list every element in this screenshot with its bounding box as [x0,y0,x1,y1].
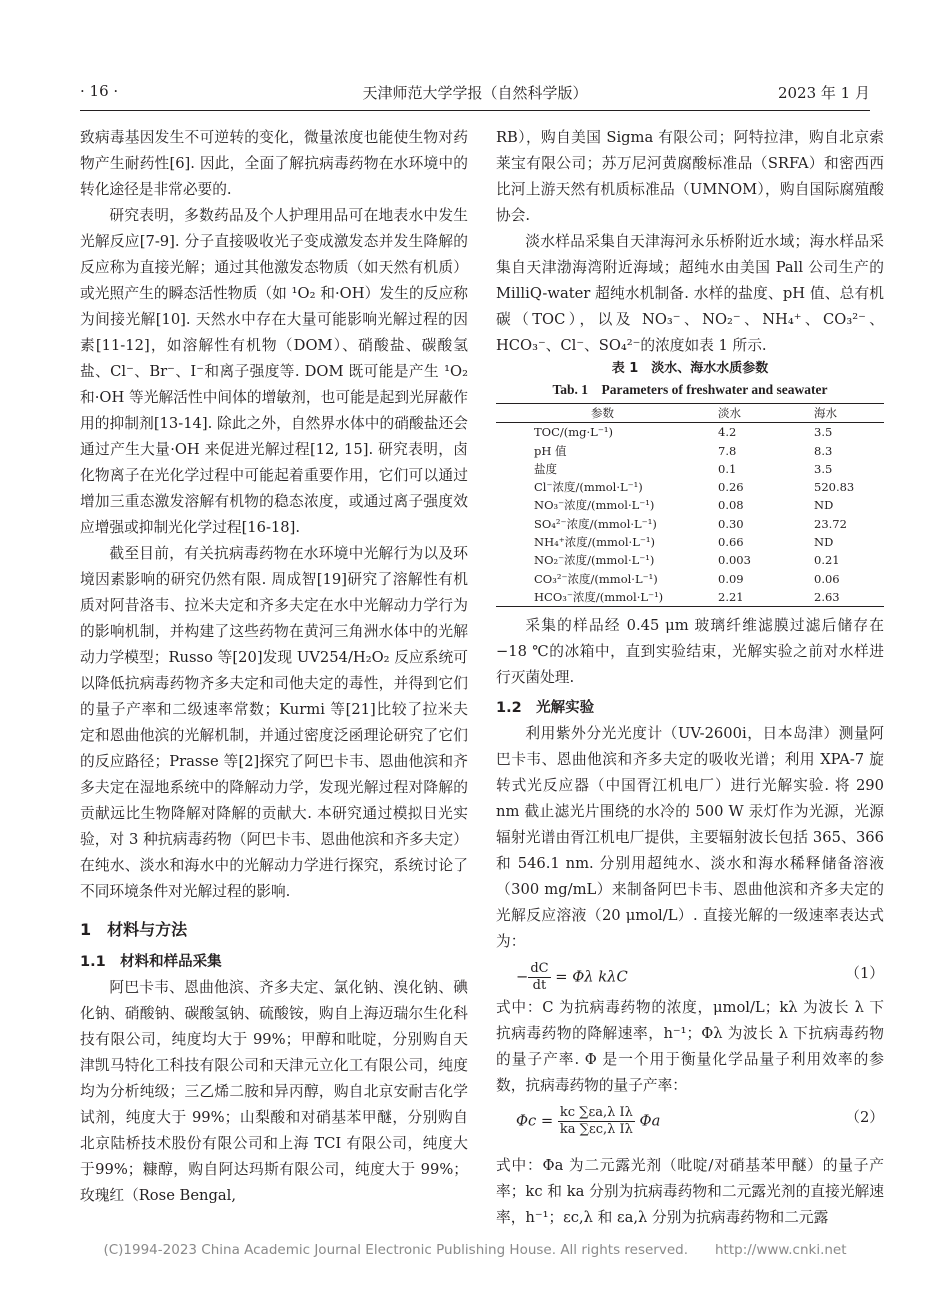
table-row [496,551,884,569]
table-cell: 0.08 [718,498,744,513]
table-cell: 23.72 [814,516,847,531]
table-cell: 0.003 [718,553,751,568]
equation-1 [496,955,884,995]
table-row [496,570,884,588]
table-cell: pH 值 [534,443,567,458]
eq1-numerator: dC [530,961,549,977]
running-header [80,82,870,106]
table-row [496,496,884,514]
table-cell: ND [814,535,834,550]
paragraph: 阿巴卡韦、恩曲他滨、齐多夫定、氯化钠、溴化钠、碘化钠、硝酸钠、碳酸氢钠、硫酸铵，购自上海迈瑞尔生化科技有限公司，纯度均大于 99%；甲醇和吡啶，分别购自天津凯马特化工科技有限公司和天津元立化工有限公司，纯度均为分析纯级；三乙烯二胺和异丙醇，购自北京安耐吉化学试剂，纯度大于 99%；山梨酸和对硝基苯甲醚，分别购自北京陆桥技术股份有限公司和上海 TCI 有限公司，纯度大于99%；糠醇，购自阿达玛斯有限公司，纯度大于 99%；玫瑰红（Rose Bengal, [80,979,468,1204]
paragraph: 研究表明，多数药品及个人护理用品可在地表水中发生光解反应[7-9]. 分子直接吸收光子变成激发态并发生降解的反应称为直接光解；通过其他激发态物质（如天然有机质）或光照产生的瞬态活性物质（如 ¹O₂ 和·OH）发生的反应称为间接光解[10]. 天然水中存在大量可能影响光解过程的因素[11-12]，如溶解性有机物（DOM）、硝酸盐、碳酸氢盐、Cl⁻、Br⁻、I⁻和离子强度等. DOM 既可能是产生 ¹O₂ 和·OH 等光解活性中间体的增敏剂，也可能是起到光屏蔽作用的抑制剂[13-14]. 除此之外，自然界水体中的硝酸盐还会通过产生大量·OH 来促进光解过程[12, 15]. 研究表明，卤化物离子在光化学过程中可能起着重要作用，它们可以通过增加三重态激发溶解有机物的稳态浓度，或通过离子强度效应增强或抑制光化学过程[16-18]. [80,207,468,536]
eq1-denominator: dt [532,978,547,994]
equation-2 [496,1099,884,1153]
table-cell: 0.26 [718,480,744,495]
section-heading: 1 材料与方法 [80,920,188,939]
paragraph: 截至目前，有关抗病毒药物在水环境中光解行为以及环境因素影响的研究仍然有限. 周成智[19]研究了溶解性有机质对阿昔洛韦、拉米夫定和齐多夫定在水中光解动力学行为的影响机制，并构建了这些药物在黄河三角洲水体中的光解动力学模型；Russo 等[20]发现 UV254/H₂O₂ 反应系统可以降低抗病毒药物齐多夫定和司他夫定的毒性，并得到它们的量子产率和二级速率常数；Kurmi 等[21]比较了拉米夫定和恩曲他滨的光解机制，并通过密度泛函理论研究了它们的反应路径；Prasse 等[2]探究了阿巴卡韦、恩曲他滨和齐多夫定在湿地系统中的降解动力学，发现光解过程对降解的贡献远比生物降解对降解的贡献大. 本研究通过模拟日光实验，对 3 种抗病毒药物（阿巴卡韦、恩曲他滨和齐多夫定）在纯水、淡水和海水中的光解动力学进行探究，系统讨论了不同环境条件对光解过程的影响. [80,545,468,900]
table-cell: 0.09 [718,571,744,586]
table-cell: 3.5 [814,461,833,476]
paragraph: 致病毒基因发生不可逆转的变化，微量浓度也能使生物对药物产生耐药性[6]. 因此，全面了解抗病毒药物在水环境中的转化途径是非常必要的. [80,129,468,198]
table-row [496,442,884,460]
table-cell: 2.21 [718,588,814,607]
journal-title: 天津师范大学学报（自然科学版） [362,84,588,102]
table-row [496,533,884,551]
paragraph: 利用紫外分光光度计（UV-2600i，日本岛津）测量阿巴卡韦、恩曲他滨和齐多夫定的吸收光谱；利用 XPA-7 旋转式光反应器（中国胥江机电厂）进行光解实验. 将 290 nm 截止滤光片围绕的水冷的 500 W 汞灯作为光源，光源辐射光谱由胥江机电厂提供，主要辐射波长包括 365、366 和 546.1 nm. 分别用超纯水、淡水和海水稀释储备溶液（300 mg/mL）来制备阿巴卡韦、恩曲他滨和齐多夫定的光解反应溶液（20 μmol/L）. 直接光解的一级速率表达式为： [496,725,884,951]
table-cell: NH₄⁺浓度/(mmol·L⁻¹) [534,535,656,550]
table-cell: 0.21 [814,553,840,568]
water-parameters-table [496,403,884,607]
paragraph: 淡水样品采集自天津海河永乐桥附近水域；海水样品采集自天津渤海湾附近海域；超纯水由美国 Pall 公司生产的 MilliQ-water 超纯水机制备. 水样的盐度、pH 值、总有机碳（TOC），以及 NO₃⁻、NO₂⁻、NH₄⁺、CO₃²⁻、HCO₃⁻、Cl⁻、SO₄²⁻的浓度如表 1 所示. [496,233,884,354]
eq1-rhs: = Φλ kλC [555,968,628,986]
table-cell: TOC/(mg·L⁻¹) [534,425,613,440]
header-cell: 海水 [814,404,884,423]
table-cell: NO₃⁻浓度/(mmol·L⁻¹) [534,498,655,513]
eq2-fraction [558,1105,635,1138]
table-row [496,460,884,478]
eq2-numerator: kc ∑εa,λ Iλ [559,1105,633,1121]
equation-number: （2） [845,1109,884,1127]
subsection-heading: 1.1 材料和样品采集 [80,954,222,970]
eq2-rhs: Φa [639,1112,661,1130]
table-cell: 2.63 [814,588,884,607]
issue-date: 2023 年 1 月 [777,84,870,102]
subsection-heading: 1.2 光解实验 [496,700,595,717]
table-cell: 8.3 [814,443,833,458]
table-caption-cn: 表 1 淡水、海水水质参数 [611,361,769,376]
table-cell: SO₄²⁻浓度/(mmol·L⁻¹) [534,516,657,531]
table-cell: 0.1 [718,461,737,476]
paragraph: 式中：C 为抗病毒药物的浓度，μmol/L；kλ 为波长 λ 下抗病毒药物的降解速率，h⁻¹；Φλ 为波长 λ 下抗病毒药物的量子产率. Φ 是一个用于衡量化学品量子利用效率的参数，抗病毒药物的量子产率： [496,999,884,1095]
equation-number: （1） [845,965,884,983]
table-caption-en: Tab. 1 Parameters of freshwater and seawater [552,382,828,397]
table-cell: 0.30 [718,516,744,531]
page-number: · 16 · [80,82,119,100]
table-cell: NO₂⁻浓度/(mmol·L⁻¹) [534,553,655,568]
table-cell: CO₃²⁻浓度/(mmol·L⁻¹) [534,571,658,586]
table-row [496,588,884,607]
table-cell: ND [814,498,834,513]
eq2-denominator: ka ∑εc,λ Iλ [559,1122,633,1138]
table-cell: HCO₃⁻浓度/(mmol·L⁻¹) [496,588,718,607]
header-rule [80,110,870,111]
paragraph: RB），购自美国 Sigma 有限公司；阿特拉津，购自北京索莱宝有限公司；苏万尼河黄腐酸标准品（SRFA）和密西西比河上游天然有机质标准品（UMNOM），购自国际腐殖酸协会. [496,129,884,224]
table-cell: 7.8 [718,443,737,458]
table-cell: 4.2 [718,425,737,440]
paragraph: 式中：Φa 为二元露光剂（吡啶/对硝基苯甲醚）的量子产率；kc 和 ka 分别为抗病毒药物和二元露光剂的直接光解速率，h⁻¹；εc,λ 和 εa,λ 分别为抗病毒药物和二元露 [496,1157,884,1227]
paragraph: 采集的样品经 0.45 μm 玻璃纤维滤膜过滤后储存在−18 ℃的冰箱中，直到实验结束，光解实验之前对水样进行灭菌处理. [496,617,884,687]
table-row [496,515,884,533]
right-column [496,125,884,1231]
table-cell: Cl⁻浓度/(mmol·L⁻¹) [534,480,643,495]
table-cell: 0.66 [718,535,744,550]
eq1-minus: − [516,968,529,986]
table-row [496,478,884,496]
table-header-row [496,404,884,423]
header-cell: 参数 [496,404,718,423]
table-cell: 盐度 [534,461,557,476]
table-cell: 3.5 [814,425,833,440]
table-cell: 520.83 [814,480,855,495]
left-column [80,125,468,1209]
eq1-fraction [528,961,550,994]
table-row [496,423,884,442]
copyright-footer: (C)1994-2023 China Academic Journal Electronic Publishing House. All rights reserved. http://www.cnki.net [103,1242,847,1258]
eq2-lhs: Φc = [516,1112,554,1130]
header-cell: 淡水 [718,404,814,423]
table-cell: 0.06 [814,571,840,586]
